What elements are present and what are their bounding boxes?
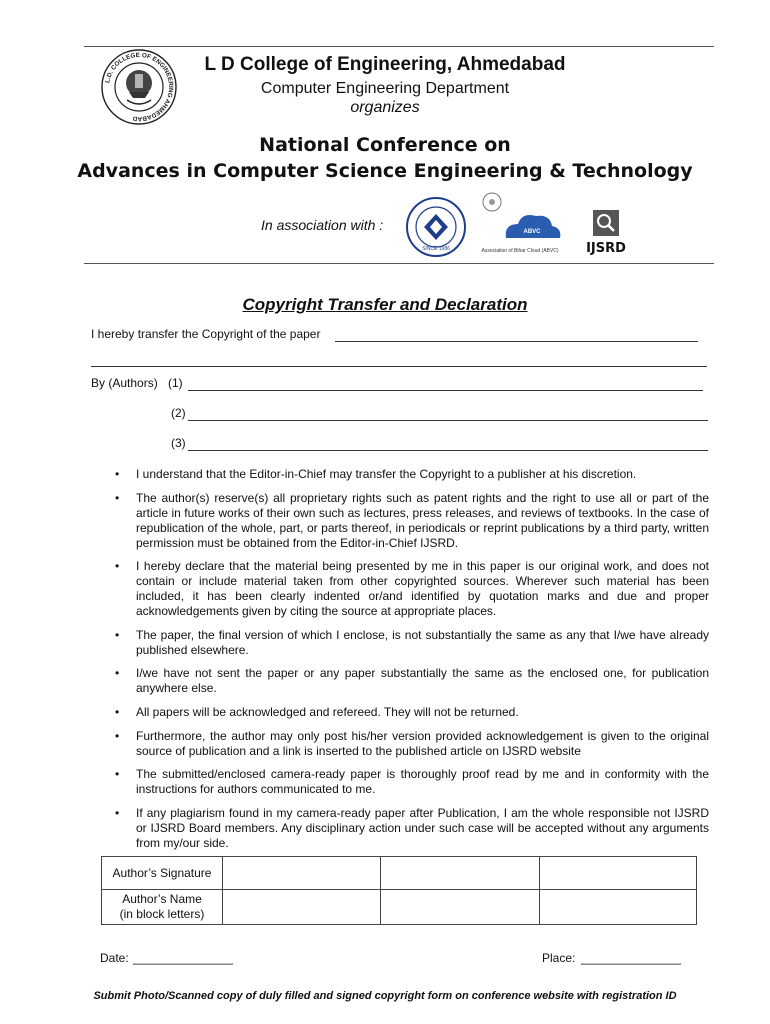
conference-title-line2: Advances in Computer Science Engineering & Technology <box>77 160 693 182</box>
author-signature-label: Author’s Signature <box>102 857 223 890</box>
bullet-icon: • <box>115 559 120 574</box>
list-item: • The author(s) reserve(s) all proprietary rights such as patent rights and the right to use all or part of the article in future works of their own such as lectures, press releases, and reviews of textbooks. In the case of republication of the whole, part, or parts thereof, in periodicals or reprint publications by a third party, written permission must be obtained from the Editor-in-Chief IJSRD. <box>115 490 709 550</box>
cloud-association-logo <box>468 188 572 258</box>
list-item: • All papers will be acknowledged and refereed. They will not be returned. <box>115 704 519 719</box>
cloud-logo-text: ABVC <box>523 229 541 235</box>
name-cell-1[interactable] <box>223 890 381 925</box>
ijsrd-logo-text: IJSRD <box>586 241 626 256</box>
conference-title-line1: National Conference on <box>259 134 511 156</box>
list-item: • I hereby declare that the material being presented by me in this paper is our original work, and does not contain or include material taken from other copyrighted sources. Wherever such material has been included, it has been clearly indented or/and identified by quotation marks and due and proper acknowledgements given by citing the source at appropriate places. <box>115 559 709 619</box>
bullet-icon: • <box>115 767 120 782</box>
cloud-logo-caption: Association of Bihar Cloud (ABVC) <box>481 248 559 254</box>
organizes-text: organizes <box>350 99 420 116</box>
name-cell-3[interactable] <box>540 890 697 925</box>
transfer-line-label: I hereby transfer the Copyright of the paper <box>91 327 321 341</box>
place-field[interactable]: _______________ <box>581 951 682 965</box>
list-item: • I understand that the Editor-in-Chief may transfer the Copyright to a publisher at his discretion. <box>115 467 637 481</box>
author-3-field[interactable] <box>188 450 708 451</box>
author-3-label: (3) <box>171 436 186 450</box>
list-item: • The paper, the final version of which I enclose, is not substantially the same as any that I/we have already published elsewhere. <box>115 627 709 657</box>
association-label: In association with : <box>261 217 384 233</box>
top-rule <box>84 46 714 47</box>
header-rule <box>84 263 714 264</box>
seal-logo-text: SINCE 1986 <box>422 246 450 252</box>
college-logo-text: L.D. COLLEGE OF ENGINEERING AHMEDABAD <box>104 51 175 123</box>
signature-cell-2[interactable] <box>381 857 540 890</box>
place-label: Place: <box>542 951 576 965</box>
signature-cell-3[interactable] <box>540 857 697 890</box>
bullet-icon: • <box>115 490 120 505</box>
paper-title-field-continued[interactable] <box>91 366 707 367</box>
list-item: • If any plagiarism found in my camera-ready paper after Publication, I am the whole responsible not IJSRD or IJSRD Board members. Any disciplinary action under such case will be accepted without any arguments from my/our side. <box>115 805 709 850</box>
author-2-field[interactable] <box>188 420 708 421</box>
author-name-label: Author’s Name (in block letters) <box>102 890 223 925</box>
association-seal-logo <box>404 196 468 258</box>
signature-table <box>101 856 697 925</box>
bullet-icon: • <box>115 728 120 743</box>
list-item: • The submitted/enclosed camera-ready paper is thoroughly proof read by me and in conformity with the instructions for authors communicated to me. <box>115 767 709 797</box>
department-name: Computer Engineering Department <box>260 80 510 97</box>
name-cell-2[interactable] <box>381 890 540 925</box>
form-title: Copyright Transfer and Declaration <box>242 295 528 314</box>
list-item: • Furthermore, the author may only post his/her version provided acknowledgement is given to the original source of publication and a link is inserted to the published article on IJSRD website <box>115 728 709 758</box>
ijsrd-logo <box>574 208 638 256</box>
college-title: L D College of Engineering, Ahmedabad <box>204 54 566 75</box>
bullet-icon: • <box>115 627 120 642</box>
author-1-label: (1) <box>168 376 183 390</box>
author-2-label: (2) <box>171 406 186 420</box>
declaration-list <box>91 467 709 859</box>
date-label: Date: <box>100 951 129 965</box>
signature-cell-1[interactable] <box>223 857 381 890</box>
footer-note: Submit Photo/Scanned copy of duly filled and signed copyright form on conference website with registration ID <box>93 990 677 1002</box>
list-item: • I/we have not sent the paper or any paper substantially the same as the enclosed one, for publication anywhere else. <box>115 666 709 696</box>
bullet-icon: • <box>115 805 120 820</box>
bullet-icon: • <box>115 704 120 719</box>
by-authors-label: By (Authors) <box>91 376 158 390</box>
bullet-icon: • <box>115 467 120 481</box>
bullet-icon: • <box>115 666 120 681</box>
author-1-field[interactable] <box>188 390 703 391</box>
date-field[interactable]: _______________ <box>133 951 234 965</box>
paper-title-field[interactable] <box>335 341 698 342</box>
